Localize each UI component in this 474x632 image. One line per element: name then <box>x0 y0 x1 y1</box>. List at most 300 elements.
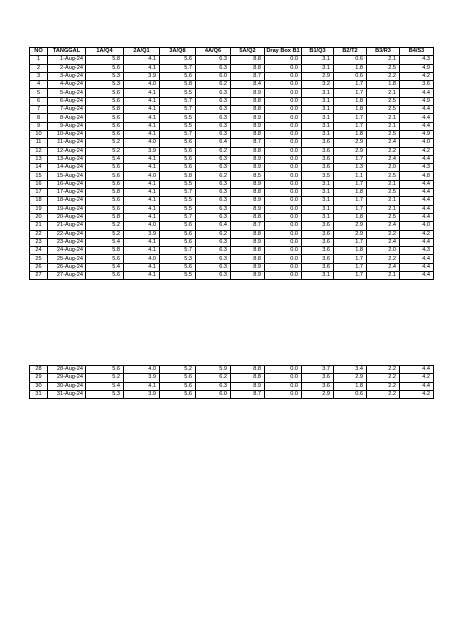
date-cell: 5-Aug-24 <box>48 89 86 97</box>
value-cell: 5.4 <box>86 155 124 163</box>
date-cell: 20-Aug-24 <box>48 213 86 221</box>
value-cell: 6.3 <box>196 155 231 163</box>
value-cell: 8.8 <box>231 97 265 105</box>
value-cell: 2.1 <box>367 197 400 205</box>
value-cell: 1.8 <box>367 81 400 89</box>
table-row <box>30 366 434 374</box>
table-row <box>30 155 434 163</box>
header-1a-q4: 1A/Q4 <box>86 48 124 56</box>
value-cell: 0.0 <box>265 230 302 238</box>
value-cell: 8.9 <box>231 180 265 188</box>
value-cell: 8.8 <box>231 230 265 238</box>
value-cell: 0.6 <box>334 390 367 398</box>
value-cell: 5.2 <box>160 366 196 374</box>
value-cell: 6.3 <box>196 213 231 221</box>
date-cell: 28-Aug-24 <box>48 366 86 374</box>
value-cell: 6.0 <box>196 390 231 398</box>
value-cell: 4.0 <box>124 222 160 230</box>
date-cell: 19-Aug-24 <box>48 205 86 213</box>
date-cell: 26-Aug-24 <box>48 263 86 271</box>
value-cell: 1.7 <box>334 180 367 188</box>
value-cell: 8.8 <box>231 213 265 221</box>
date-cell: 30-Aug-24 <box>48 382 86 390</box>
header-b4-s3: B4/S3 <box>400 48 434 56</box>
value-cell: 8.8 <box>231 147 265 155</box>
value-cell: 2.4 <box>367 155 400 163</box>
value-cell: 4.4 <box>400 272 434 280</box>
value-cell: 6.3 <box>196 197 231 205</box>
value-cell: 0.0 <box>265 213 302 221</box>
value-cell: 0.0 <box>265 89 302 97</box>
row-number-cell: 9 <box>30 122 48 130</box>
value-cell: 4.1 <box>124 205 160 213</box>
value-cell: 4.2 <box>400 230 434 238</box>
table-row <box>30 114 434 122</box>
date-cell: 23-Aug-24 <box>48 238 86 246</box>
value-cell: 6.2 <box>196 230 231 238</box>
value-cell: 3.1 <box>302 106 334 114</box>
table-row <box>30 56 434 64</box>
table-row <box>30 97 434 105</box>
table-row <box>30 139 434 147</box>
value-cell: 2.5 <box>367 130 400 138</box>
value-cell: 5.6 <box>160 139 196 147</box>
data-table-top <box>29 47 434 280</box>
date-cell: 29-Aug-24 <box>48 374 86 382</box>
value-cell: 8.4 <box>231 81 265 89</box>
value-cell: 8.9 <box>231 164 265 172</box>
value-cell: 5.4 <box>86 263 124 271</box>
value-cell: 4.1 <box>124 197 160 205</box>
value-cell: 4.4 <box>400 205 434 213</box>
value-cell: 1.7 <box>334 263 367 271</box>
value-cell: 2.9 <box>302 390 334 398</box>
value-cell: 0.0 <box>265 374 302 382</box>
value-cell: 5.7 <box>160 213 196 221</box>
value-cell: 5.3 <box>86 72 124 80</box>
value-cell: 2.1 <box>367 56 400 64</box>
value-cell: 4.3 <box>400 164 434 172</box>
row-number-cell: 5 <box>30 89 48 97</box>
value-cell: 5.8 <box>160 172 196 180</box>
date-cell: 1-Aug-24 <box>48 56 86 64</box>
value-cell: 6.3 <box>196 205 231 213</box>
value-cell: 8.7 <box>231 139 265 147</box>
value-cell: 1.7 <box>334 197 367 205</box>
value-cell: 0.6 <box>334 56 367 64</box>
value-cell: 8.8 <box>231 56 265 64</box>
row-number-cell: 21 <box>30 222 48 230</box>
value-cell: 2.4 <box>367 139 400 147</box>
value-cell: 8.9 <box>231 238 265 246</box>
value-cell: 6.3 <box>196 247 231 255</box>
value-cell: 4.1 <box>124 247 160 255</box>
value-cell: 8.9 <box>231 382 265 390</box>
value-cell: 5.6 <box>160 56 196 64</box>
value-cell: 1.7 <box>334 81 367 89</box>
value-cell: 2.1 <box>367 122 400 130</box>
value-cell: 3.4 <box>334 366 367 374</box>
value-cell: 2.5 <box>367 106 400 114</box>
value-cell: 5.6 <box>86 366 124 374</box>
value-cell: 5.6 <box>160 164 196 172</box>
value-cell: 5.6 <box>86 114 124 122</box>
row-number-cell: 27 <box>30 272 48 280</box>
value-cell: 5.6 <box>86 97 124 105</box>
value-cell: 6.2 <box>196 147 231 155</box>
value-cell: 3.1 <box>302 64 334 72</box>
date-cell: 12-Aug-24 <box>48 147 86 155</box>
value-cell: 5.5 <box>160 114 196 122</box>
value-cell: 8.9 <box>231 197 265 205</box>
value-cell: 6.3 <box>196 97 231 105</box>
value-cell: 1.7 <box>334 205 367 213</box>
value-cell: 8.5 <box>231 172 265 180</box>
value-cell: 5.5 <box>160 205 196 213</box>
row-number-cell: 19 <box>30 205 48 213</box>
value-cell: 5.5 <box>160 122 196 130</box>
value-cell: 4.4 <box>400 155 434 163</box>
table-row <box>30 255 434 263</box>
value-cell: 6.3 <box>196 56 231 64</box>
value-cell: 1.1 <box>334 172 367 180</box>
value-cell: 4.1 <box>124 238 160 246</box>
value-cell: 5.6 <box>86 130 124 138</box>
value-cell: 2.1 <box>367 205 400 213</box>
value-cell: 1.7 <box>334 122 367 130</box>
date-cell: 7-Aug-24 <box>48 106 86 114</box>
value-cell: 5.5 <box>160 89 196 97</box>
value-cell: 0.0 <box>265 97 302 105</box>
value-cell: 0.0 <box>265 172 302 180</box>
value-cell: 4.4 <box>400 197 434 205</box>
value-cell: 4.4 <box>400 122 434 130</box>
value-cell: 4.3 <box>400 247 434 255</box>
value-cell: 1.7 <box>334 238 367 246</box>
table-row <box>30 106 434 114</box>
value-cell: 6.4 <box>196 222 231 230</box>
data-table-bottom <box>29 365 434 399</box>
value-cell: 4.2 <box>400 72 434 80</box>
row-number-cell: 12 <box>30 147 48 155</box>
value-cell: 0.0 <box>265 155 302 163</box>
value-cell: 3.6 <box>302 382 334 390</box>
value-cell: 5.8 <box>86 213 124 221</box>
table-row <box>30 72 434 80</box>
value-cell: 4.4 <box>400 114 434 122</box>
value-cell: 4.4 <box>400 106 434 114</box>
row-number-cell: 18 <box>30 197 48 205</box>
value-cell: 4.1 <box>124 106 160 114</box>
header-b2-t2: B2/T2 <box>334 48 367 56</box>
value-cell: 6.3 <box>196 130 231 138</box>
table-row <box>30 164 434 172</box>
value-cell: 4.4 <box>400 366 434 374</box>
value-cell: 3.1 <box>302 130 334 138</box>
value-cell: 6.3 <box>196 89 231 97</box>
value-cell: 5.3 <box>86 81 124 89</box>
value-cell: 4.2 <box>400 147 434 155</box>
value-cell: 5.6 <box>160 147 196 155</box>
value-cell: 8.9 <box>231 272 265 280</box>
value-cell: 0.0 <box>265 64 302 72</box>
value-cell: 0.0 <box>265 247 302 255</box>
value-cell: 5.6 <box>86 197 124 205</box>
value-cell: 5.6 <box>160 230 196 238</box>
value-cell: 8.9 <box>231 114 265 122</box>
value-cell: 3.1 <box>302 89 334 97</box>
value-cell: 1.8 <box>334 130 367 138</box>
value-cell: 5.6 <box>86 272 124 280</box>
value-cell: 2.5 <box>367 64 400 72</box>
value-cell: 8.8 <box>231 247 265 255</box>
row-number-cell: 14 <box>30 164 48 172</box>
value-cell: 4.9 <box>400 130 434 138</box>
value-cell: 5.3 <box>86 390 124 398</box>
row-number-cell: 30 <box>30 382 48 390</box>
header-5a-q2: 5A/Q2 <box>231 48 265 56</box>
value-cell: 3.1 <box>302 122 334 130</box>
value-cell: 8.8 <box>231 374 265 382</box>
row-number-cell: 20 <box>30 213 48 221</box>
value-cell: 4.1 <box>124 272 160 280</box>
value-cell: 2.2 <box>367 390 400 398</box>
row-number-cell: 3 <box>30 72 48 80</box>
value-cell: 1.3 <box>334 164 367 172</box>
value-cell: 5.7 <box>160 247 196 255</box>
row-number-cell: 8 <box>30 114 48 122</box>
table-row <box>30 247 434 255</box>
table-row <box>30 238 434 246</box>
value-cell: 3.6 <box>302 230 334 238</box>
value-cell: 5.3 <box>160 255 196 263</box>
value-cell: 1.7 <box>334 155 367 163</box>
date-cell: 17-Aug-24 <box>48 189 86 197</box>
value-cell: 5.7 <box>160 106 196 114</box>
value-cell: 4.0 <box>124 81 160 89</box>
value-cell: 4.1 <box>124 189 160 197</box>
value-cell: 4.4 <box>400 238 434 246</box>
value-cell: 4.4 <box>400 189 434 197</box>
header-2a-q1: 2A/Q1 <box>124 48 160 56</box>
value-cell: 3.6 <box>302 247 334 255</box>
value-cell: 1.7 <box>334 255 367 263</box>
value-cell: 8.7 <box>231 222 265 230</box>
table-row <box>30 205 434 213</box>
value-cell: 3.9 <box>124 72 160 80</box>
value-cell: 6.2 <box>196 374 231 382</box>
date-cell: 6-Aug-24 <box>48 97 86 105</box>
value-cell: 5.6 <box>86 180 124 188</box>
value-cell: 3.6 <box>302 139 334 147</box>
value-cell: 0.0 <box>265 205 302 213</box>
value-cell: 5.6 <box>86 255 124 263</box>
table-row <box>30 130 434 138</box>
value-cell: 4.0 <box>124 172 160 180</box>
row-number-cell: 29 <box>30 374 48 382</box>
table-header-row <box>30 48 434 56</box>
value-cell: 4.1 <box>124 130 160 138</box>
value-cell: 1.8 <box>334 382 367 390</box>
value-cell: 6.3 <box>196 238 231 246</box>
table-row <box>30 122 434 130</box>
value-cell: 0.0 <box>265 164 302 172</box>
value-cell: 3.7 <box>302 366 334 374</box>
value-cell: 2.9 <box>334 230 367 238</box>
row-number-cell: 24 <box>30 247 48 255</box>
value-cell: 2.4 <box>367 263 400 271</box>
header-dray-box-b1: Dray Box B1 <box>266 48 300 55</box>
value-cell: 5.7 <box>160 189 196 197</box>
value-cell: 4.0 <box>124 139 160 147</box>
value-cell: 1.8 <box>334 189 367 197</box>
value-cell: 2.1 <box>367 180 400 188</box>
value-cell: 2.4 <box>367 238 400 246</box>
value-cell: 6.3 <box>196 164 231 172</box>
value-cell: 6.4 <box>196 139 231 147</box>
value-cell: 8.8 <box>231 366 265 374</box>
value-cell: 5.6 <box>160 72 196 80</box>
value-cell: 0.0 <box>265 139 302 147</box>
value-cell: 3.1 <box>302 114 334 122</box>
table-row <box>30 374 434 382</box>
table-row <box>30 390 434 398</box>
row-number-cell: 23 <box>30 238 48 246</box>
value-cell: 3.1 <box>302 180 334 188</box>
value-cell: 5.2 <box>86 374 124 382</box>
row-number-cell: 13 <box>30 155 48 163</box>
header-4a-q6: 4A/Q6 <box>196 48 231 56</box>
value-cell: 1.8 <box>334 247 367 255</box>
row-number-cell: 4 <box>30 81 48 89</box>
value-cell: 3.9 <box>124 390 160 398</box>
value-cell: 4.2 <box>400 390 434 398</box>
value-cell: 4.9 <box>400 64 434 72</box>
value-cell: 2.9 <box>334 147 367 155</box>
header-no: NO <box>30 48 48 56</box>
header-tanggal: TANGGAL <box>48 48 86 56</box>
value-cell: 2.9 <box>334 222 367 230</box>
value-cell: 4.4 <box>400 255 434 263</box>
value-cell: 8.9 <box>231 263 265 271</box>
value-cell: 3.1 <box>302 213 334 221</box>
value-cell: 8.9 <box>231 89 265 97</box>
value-cell: 6.3 <box>196 106 231 114</box>
row-number-cell: 26 <box>30 263 48 271</box>
value-cell: 4.0 <box>400 222 434 230</box>
value-cell: 2.1 <box>367 272 400 280</box>
value-cell: 5.2 <box>86 222 124 230</box>
date-cell: 13-Aug-24 <box>48 155 86 163</box>
value-cell: 3.5 <box>302 172 334 180</box>
table-row <box>30 81 434 89</box>
value-cell: 2.5 <box>367 189 400 197</box>
value-cell: 2.1 <box>367 89 400 97</box>
value-cell: 0.0 <box>265 147 302 155</box>
date-cell: 10-Aug-24 <box>48 130 86 138</box>
value-cell: 2.2 <box>367 374 400 382</box>
value-cell: 5.7 <box>160 130 196 138</box>
value-cell: 3.6 <box>302 255 334 263</box>
value-cell: 4.9 <box>400 97 434 105</box>
value-cell: 4.1 <box>124 56 160 64</box>
value-cell: 8.9 <box>231 155 265 163</box>
value-cell: 3.6 <box>302 222 334 230</box>
value-cell: 8.9 <box>231 205 265 213</box>
value-cell: 6.3 <box>196 263 231 271</box>
value-cell: 2.9 <box>302 72 334 80</box>
table-row <box>30 89 434 97</box>
date-cell: 11-Aug-24 <box>48 139 86 147</box>
value-cell: 2.0 <box>367 247 400 255</box>
value-cell: 1.7 <box>334 272 367 280</box>
value-cell: 6.3 <box>196 382 231 390</box>
value-cell: 0.6 <box>334 72 367 80</box>
value-cell: 5.5 <box>160 180 196 188</box>
value-cell: 0.0 <box>265 180 302 188</box>
date-cell: 2-Aug-24 <box>48 64 86 72</box>
value-cell: 5.6 <box>86 205 124 213</box>
value-cell: 5.8 <box>86 106 124 114</box>
value-cell: 0.0 <box>265 255 302 263</box>
header-b1-q3: B1/Q3 <box>302 48 334 56</box>
value-cell: 6.3 <box>196 122 231 130</box>
value-cell: 4.4 <box>400 382 434 390</box>
value-cell: 3.1 <box>302 197 334 205</box>
value-cell: 8.8 <box>231 106 265 114</box>
value-cell: 4.1 <box>124 263 160 271</box>
value-cell: 2.2 <box>367 72 400 80</box>
row-number-cell: 28 <box>30 366 48 374</box>
date-cell: 22-Aug-24 <box>48 230 86 238</box>
date-cell: 14-Aug-24 <box>48 164 86 172</box>
value-cell: 3.6 <box>302 164 334 172</box>
value-cell: 6.3 <box>196 64 231 72</box>
value-cell: 2.2 <box>367 366 400 374</box>
value-cell: 4.1 <box>124 97 160 105</box>
value-cell: 2.2 <box>367 147 400 155</box>
table-row <box>30 230 434 238</box>
date-cell: 18-Aug-24 <box>48 197 86 205</box>
value-cell: 4.1 <box>124 382 160 390</box>
value-cell: 3.9 <box>124 374 160 382</box>
value-cell: 4.4 <box>400 89 434 97</box>
value-cell: 4.0 <box>124 255 160 263</box>
value-cell: 0.0 <box>265 106 302 114</box>
date-cell: 9-Aug-24 <box>48 122 86 130</box>
value-cell: 8.8 <box>231 255 265 263</box>
value-cell: 6.2 <box>196 172 231 180</box>
value-cell: 5.6 <box>86 172 124 180</box>
value-cell: 5.6 <box>86 164 124 172</box>
value-cell: 2.0 <box>367 164 400 172</box>
value-cell: 5.6 <box>160 238 196 246</box>
value-cell: 5.8 <box>86 189 124 197</box>
row-number-cell: 7 <box>30 106 48 114</box>
value-cell: 5.9 <box>196 366 231 374</box>
value-cell: 8.7 <box>231 72 265 80</box>
value-cell: 5.2 <box>86 230 124 238</box>
table-row <box>30 64 434 72</box>
value-cell: 3.1 <box>302 272 334 280</box>
value-cell: 3.1 <box>302 97 334 105</box>
value-cell: 5.8 <box>86 56 124 64</box>
row-number-cell: 1 <box>30 56 48 64</box>
value-cell: 5.5 <box>160 197 196 205</box>
value-cell: 5.6 <box>160 155 196 163</box>
value-cell: 3.6 <box>302 155 334 163</box>
value-cell: 6.3 <box>196 272 231 280</box>
